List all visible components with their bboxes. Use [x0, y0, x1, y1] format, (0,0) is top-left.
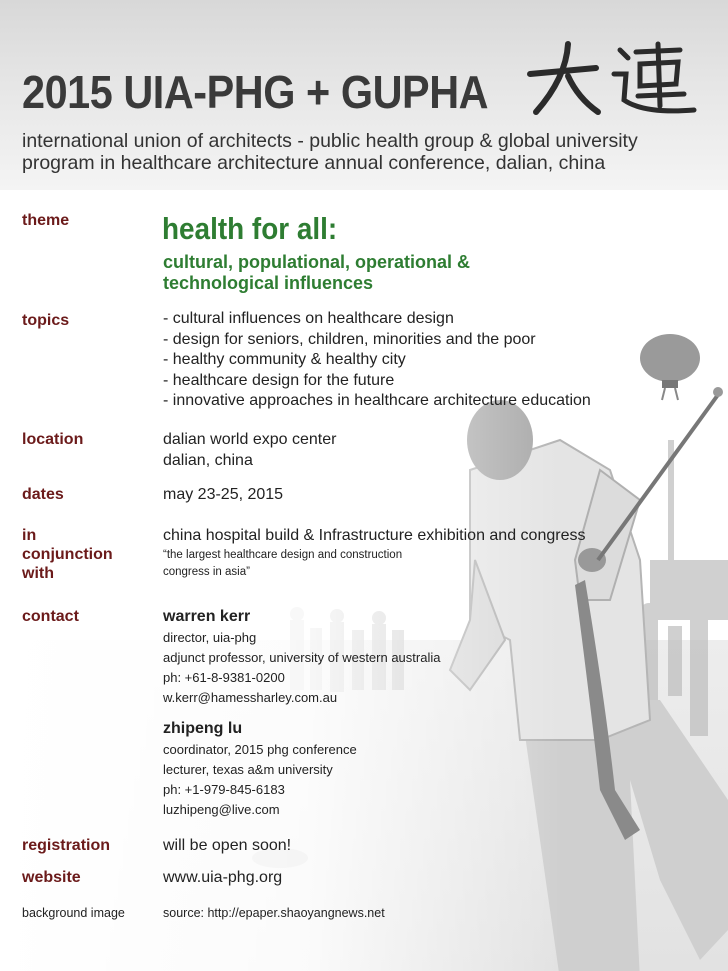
- website-label: website: [22, 869, 81, 886]
- dates-value: may 23-25, 2015: [163, 486, 284, 503]
- website-link[interactable]: www.uia-phg.org: [163, 869, 283, 886]
- topic-item: - healthcare design for the future: [163, 371, 395, 389]
- conjunction-label-line: in: [22, 527, 37, 544]
- topics-label: topics: [22, 312, 70, 329]
- building-shape: [650, 440, 728, 620]
- contact-email[interactable]: luzhipeng@live.com: [163, 802, 280, 817]
- contact-phone: ph: +61-8-9381-0200: [163, 670, 285, 685]
- contact-phone: ph: +1-979-845-6183: [163, 782, 285, 797]
- contact-person-2: [163, 718, 357, 820]
- location-value: [163, 430, 336, 471]
- conjunction-value: [163, 526, 585, 581]
- topic-item: - healthy community & healthy city: [163, 351, 406, 368]
- contact-line: lecturer, texas a&m university: [163, 762, 333, 777]
- registration-label: registration: [22, 837, 111, 854]
- contact-name: warren kerr: [163, 608, 251, 625]
- poster-subtitle: [22, 130, 722, 174]
- contact-line: director, uia-phg: [163, 630, 257, 645]
- lantern-shape: [640, 334, 700, 400]
- theme-subtitle-line: technological influences: [163, 273, 374, 293]
- topic-item: - design for seniors, children, minorities and the poor: [163, 330, 536, 348]
- topic-item: - cultural influences on healthcare design: [163, 310, 454, 327]
- contact-person-1: [163, 606, 440, 708]
- poster-title: 2015 UIA-PHG + GUPHA: [22, 66, 489, 118]
- topic-item: - innovative approaches in healthcare architecture education: [163, 392, 591, 409]
- topics-list: [163, 309, 591, 412]
- location-line: dalian, china: [163, 451, 253, 469]
- theme-subtitle-line: cultural, populational, operational &: [163, 252, 471, 272]
- credit-value: source: http://epaper.shaoyangnews.net: [163, 906, 385, 920]
- subtitle-line: program in healthcare architecture annual conference, dalian, china: [22, 152, 606, 174]
- subtitle-line: international union of architects - public health group & global university: [22, 130, 638, 152]
- conjunction-label-line: conjunction: [22, 546, 113, 563]
- conjunction-label: [22, 526, 113, 583]
- contact-label: contact: [22, 608, 79, 625]
- theme-title: health for all:: [162, 211, 338, 246]
- contact-email[interactable]: w.kerr@hamessharley.com.au: [163, 690, 338, 705]
- contact-line: adjunct professor, university of western australia: [163, 650, 441, 665]
- theme-label: theme: [22, 212, 70, 229]
- conjunction-label-line: with: [22, 565, 54, 582]
- contact-name: zhipeng lu: [163, 720, 243, 737]
- credit-label: background image: [22, 906, 125, 920]
- theme-subtitle: [163, 252, 470, 294]
- sword-shape: [598, 392, 720, 560]
- location-line: dalian world expo center: [163, 431, 337, 448]
- contact-line: coordinator, 2015 phg conference: [163, 742, 357, 757]
- dates-label: dates: [22, 486, 64, 503]
- conjunction-event: china hospital build & Infrastructure exhibition and congress: [163, 527, 586, 544]
- location-label: location: [22, 431, 84, 448]
- conjunction-quote-line: “the largest healthcare design and construction: [163, 548, 403, 561]
- calligraphy-dalian-icon: [524, 38, 700, 124]
- conjunction-quote-line: congress in asia”: [163, 565, 250, 578]
- registration-value: will be open soon!: [163, 837, 292, 854]
